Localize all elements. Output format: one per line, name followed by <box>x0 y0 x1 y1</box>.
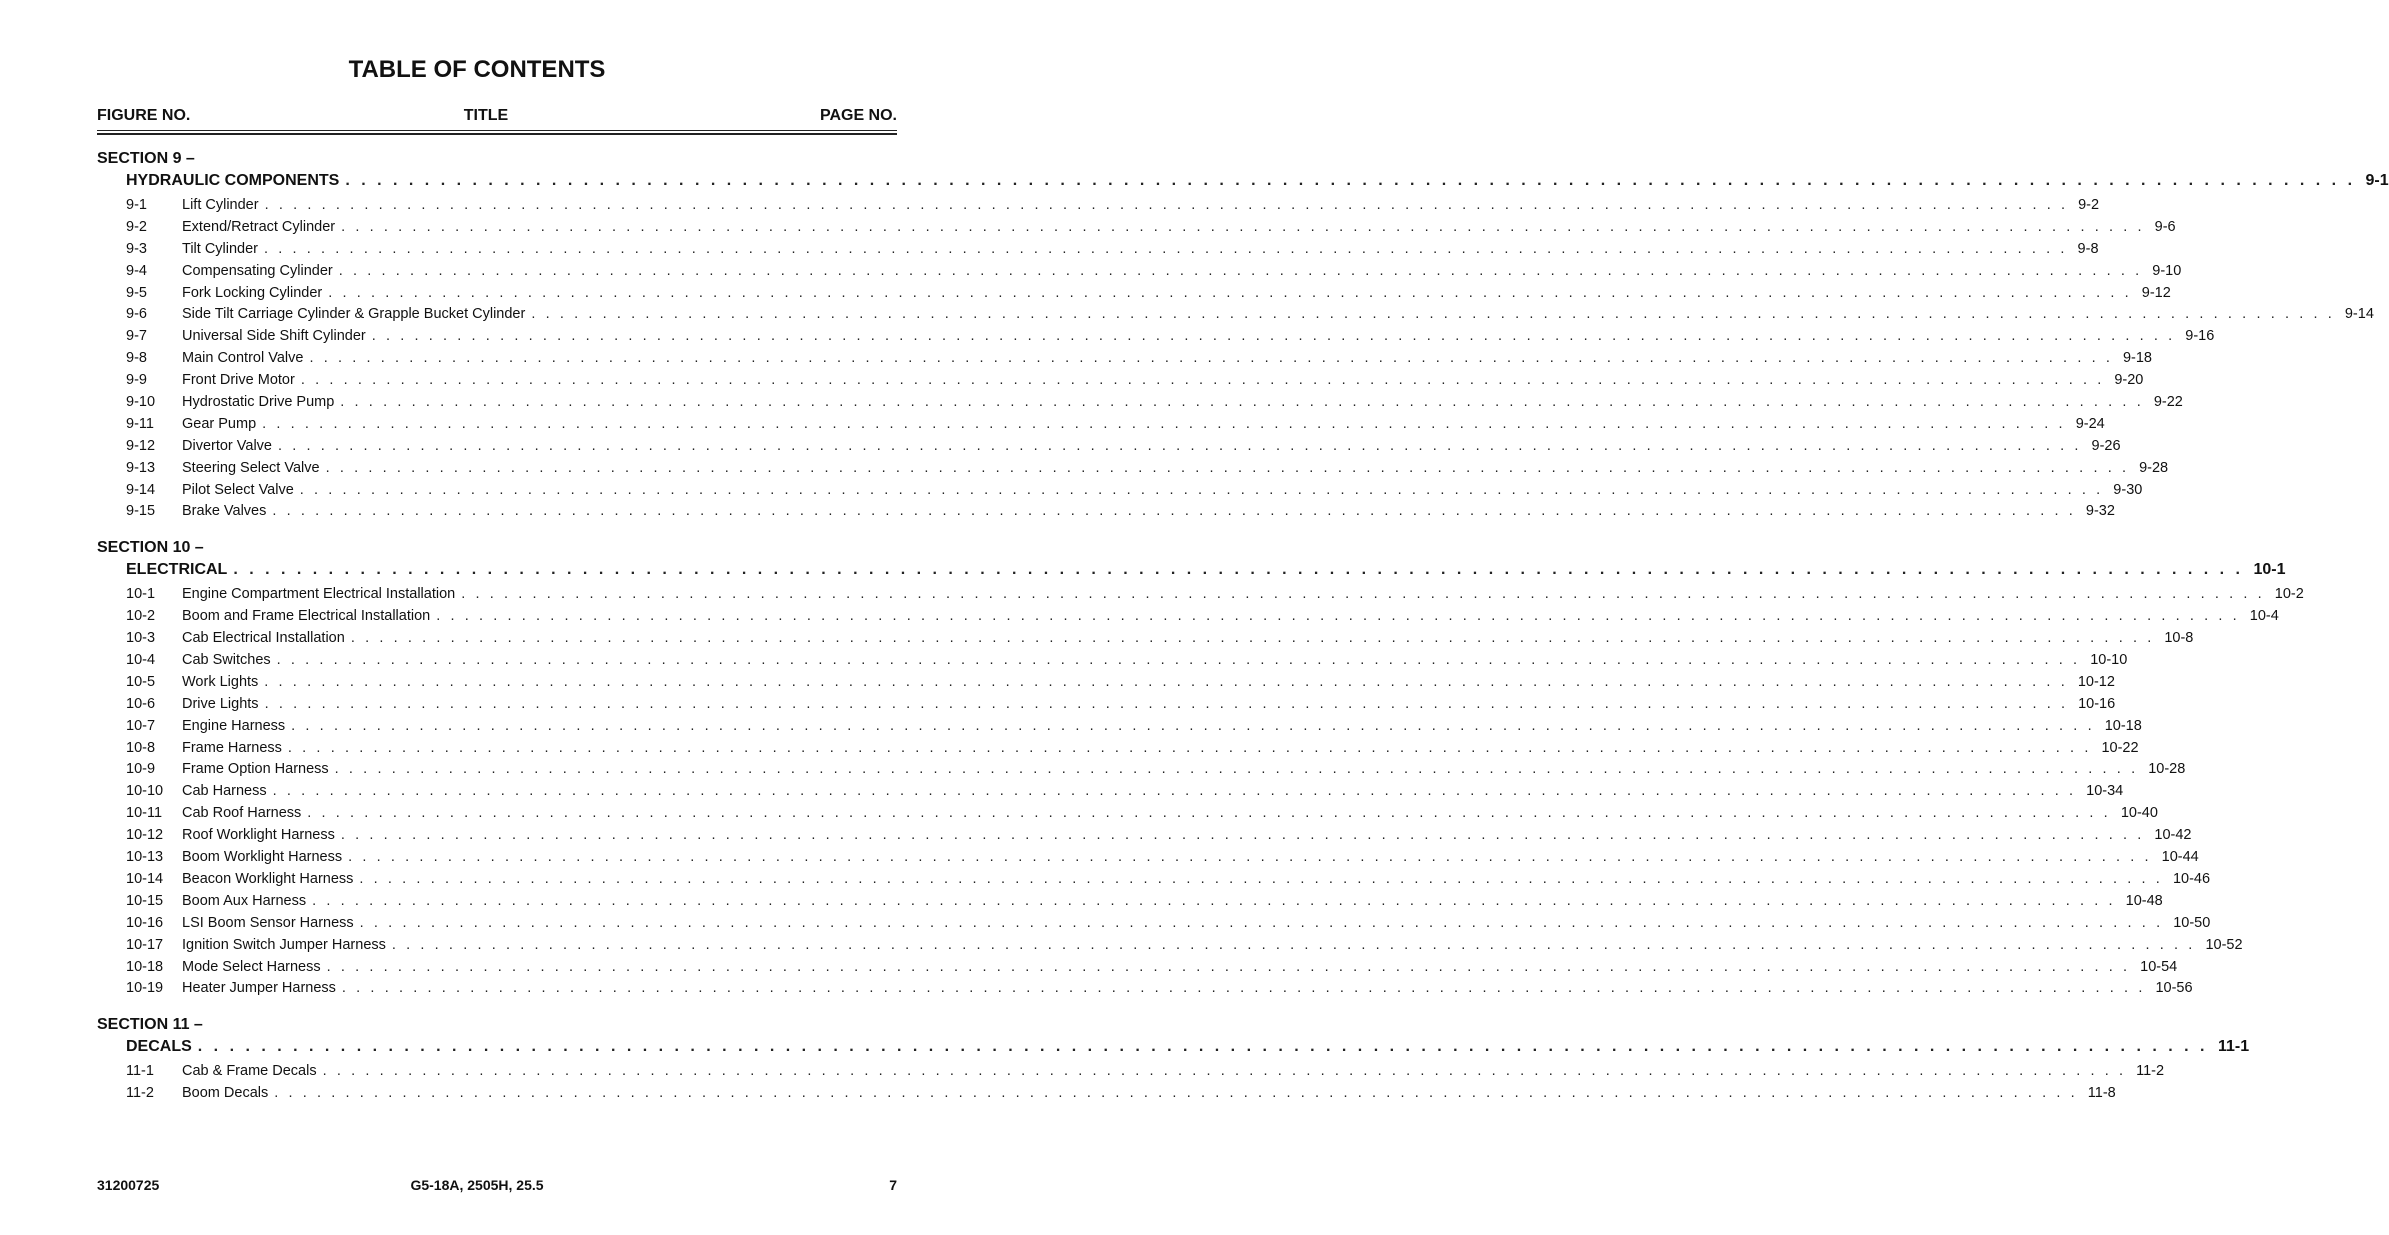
dot-leader: . . . . . . . . . . . . . . . . . . . . . . . . . . . . . . . . . . . . . . . . . . . . . . . . . . . . . . . . . . . . . . . . . . . . . . . . . . . . . . . . . . . . . . . . . . . . . . . . . . . . . . . . . . . . . . . . . . . . . . . . . . . . . . . <box>341 218 2145 235</box>
entry-title: Engine Compartment Electrical Installation <box>182 586 456 603</box>
toc-entry[interactable] <box>97 606 2279 628</box>
dot-leader: . . . . . . . . . . . . . . . . . . . . . . . . . . . . . . . . . . . . . . . . . . . . . . . . . . . . . . . . . . . . . . . . . . . . . . . . . . . . . . . . . . . . . . . . . . . . . . . . . . . . . . . . . . . . . . . . . . . . . . . . . . . . . . . <box>264 673 2068 690</box>
entry-title: Pilot Select Valve <box>182 481 294 498</box>
toc-entry[interactable] <box>97 694 2116 716</box>
figure-number: 10-1 <box>126 586 156 603</box>
page-number: 10-50 <box>2173 914 2211 931</box>
figure-number: 10-6 <box>126 695 156 712</box>
dot-leader: . . . . . . . . . . . . . . . . . . . . . . . . . . . . . . . . . . . . . . . . . . . . . . . . . . . . . . . . . . . . . . . . . . . . . . . . . . . . . . . . . . . . . . . . . . . . . . . . . . . . . . . . . . . . . . . . . . . . . . . . . . . . . . . <box>287 739 2092 756</box>
dot-leader: . . . . . . . . . . . . . . . . . . . . . . . . . . . . . . . . . . . . . . . . . . . . . . . . . . . . . . . . . . . . . . . . . . . . . . . . . . . . . . . . . . . . . . . . . . . . . . . . . . . . . . . . . . . . . . . . . . . . . . . . . . . . . . . <box>325 459 2130 476</box>
toc-entry[interactable] <box>97 326 2215 348</box>
entry-title: Lift Cylinder <box>182 197 259 213</box>
entry-title: Cab & Frame Decals <box>182 1063 317 1080</box>
toc-entry[interactable] <box>97 672 2115 694</box>
page-number: 9-2 <box>2078 197 2100 213</box>
page-number: 11-8 <box>2087 1085 2116 1102</box>
toc-entry[interactable] <box>97 458 2169 480</box>
toc-entry[interactable] <box>97 217 2176 239</box>
figure-number: 10-14 <box>126 870 164 887</box>
page-number: 9-8 <box>2077 240 2099 257</box>
page-number: 11-2 <box>2136 1063 2165 1080</box>
page-number: 10-22 <box>2101 739 2139 756</box>
toc-entry[interactable] <box>97 370 2144 392</box>
page-number: 10-40 <box>2120 805 2158 822</box>
figure-number: 9-6 <box>126 306 147 323</box>
toc-entry[interactable] <box>97 935 2243 957</box>
toc-entry[interactable] <box>97 738 2139 760</box>
figure-no-header: FIGURE NO. <box>97 107 191 124</box>
entry-title: Cab Switches <box>182 652 271 669</box>
section-label: SECTION 11 – <box>97 1016 203 1034</box>
figure-number: 10-19 <box>126 980 164 997</box>
figure-number: 10-15 <box>126 892 164 909</box>
dot-leader: . . . . . . . . . . . . . . . . . . . . . . . . . . . . . . . . . . . . . . . . . . . . . . . . . . . . . . . . . . . . . . . . . . . . . . . . . . . . . . . . . . . . . . . . . . . . . . . . . . . . . . . . . . . . . . . . . . . . . . . . . . . . . . . <box>359 870 2163 887</box>
page-number: 9-32 <box>2085 503 2115 520</box>
toc-entry[interactable] <box>97 716 2142 738</box>
entry-title: Boom and Frame Electrical Installation <box>182 608 431 625</box>
page-title: TABLE OF CONTENTS <box>348 56 606 83</box>
header-rule-thin <box>97 130 897 131</box>
dot-leader: . . . . . . . . . . . . . . . . . . . . . . . . . . . . . . . . . . . . . . . . . . . . . . . . . . . . . . . . . . . . . . . . . . . . . . . . . . . . . . . . . . . . . . . . . . . . . . . . . . . . . . . . . . . . . . . . . . . . . . . . . . . . . . . <box>277 437 2082 454</box>
dot-leader: . . . . . . . . . . . . . . . . . . . . . . . . . . . . . . . . . . . . . . . . . . . . . . . . . . . . . . . . . . . . . . . . . . . . . . . . . . . . . . . . . . . . . . . . . . . . . . . . . . . . . . . . . . . . . . . . . . . . . . . . . . . . . . . <box>197 1038 2208 1056</box>
figure-number: 10-18 <box>126 958 164 975</box>
page-number: 10-12 <box>2077 673 2115 690</box>
page-number: 9-10 <box>2152 262 2182 279</box>
toc-entry[interactable] <box>97 414 2105 436</box>
dot-leader: . . . . . . . . . . . . . . . . . . . . . . . . . . . . . . . . . . . . . . . . . . . . . . . . . . . . . . . . . . . . . . . . . . . . . . . . . . . . . . . . . . . . . . . . . . . . . . . . . . . . . . . . . . . . . . . . . . . . . . . . . . . . . . . <box>307 805 2111 822</box>
entry-title: Boom Worklight Harness <box>182 849 343 866</box>
entry-title: Cab Roof Harness <box>182 805 302 822</box>
figure-number: 10-7 <box>126 717 156 734</box>
toc-entry[interactable] <box>97 913 2211 935</box>
figure-number: 9-8 <box>126 350 147 367</box>
toc-entry[interactable] <box>97 261 2182 283</box>
figure-number: 10-4 <box>126 652 156 669</box>
page-number: 10-18 <box>2104 717 2142 734</box>
entry-title: Fork Locking Cylinder <box>182 284 323 301</box>
page-number: 9-16 <box>2185 328 2215 345</box>
entry-title: Universal Side Shift Cylinder <box>182 328 366 345</box>
toc-entry[interactable] <box>97 1083 2116 1105</box>
dot-leader: . . . . . . . . . . . . . . . . . . . . . . . . . . . . . . . . . . . . . . . . . . . . . . . . . . . . . . . . . . . . . . . . . . . . . . . . . . . . . . . . . . . . . . . . . . . . . . . . . . . . . . . . . . . . . . . . . . . . . . . . . . . . . . . <box>233 561 2244 579</box>
entry-title: Front Drive Motor <box>182 372 295 389</box>
page-number: 9-30 <box>2113 481 2143 498</box>
figure-number: 10-13 <box>126 849 164 866</box>
entry-title: Drive Lights <box>182 695 259 712</box>
figure-number: 9-2 <box>126 218 147 235</box>
page-number: 10-52 <box>2205 936 2243 953</box>
entry-title: Frame Option Harness <box>182 761 329 778</box>
page-number: 10-54 <box>2140 958 2178 975</box>
dot-leader: . . . . . . . . . . . . . . . . . . . . . . . . . . . . . . . . . . . . . . . . . . . . . . . . . . . . . . . . . . . . . . . . . . . . . . . . . . . . . . . . . . . . . . . . . . . . . . . . . . . . . . . . . . . . . . . . . . . . . . . . . . . . . . . <box>300 372 2105 389</box>
page-number: 10-34 <box>2086 783 2124 800</box>
page-number: 9-6 <box>2154 218 2176 235</box>
toc-entry[interactable] <box>97 239 2099 261</box>
dot-leader: . . . . . . . . . . . . . . . . . . . . . . . . . . . . . . . . . . . . . . . . . . . . . . . . . . . . . . . . . . . . . . . . . . . . . . . . . . . . . . . . . . . . . . . . . . . . . . . . . . . . . . . . . . . . . . . . . . . . . . . . . . . . . . . <box>338 262 2143 279</box>
toc-entry[interactable] <box>97 436 2121 458</box>
entry-title: Cab Harness <box>182 783 267 800</box>
dot-leader: . . . . . . . . . . . . . . . . . . . . . . . . . . . . . . . . . . . . . . . . . . . . . . . . . . . . . . . . . . . . . . . . . . . . . . . . . . . . . . . . . . . . . . . . . . . . . . . . . . . . . . . . . . . . . . . . . . . . . . . . . . . . . . . <box>371 328 2176 345</box>
toc-section <box>97 537 2304 1000</box>
section-page: 9-1 <box>2365 172 2389 189</box>
dot-leader: . . . . . . . . . . . . . . . . . . . . . . . . . . . . . . . . . . . . . . . . . . . . . . . . . . . . . . . . . . . . . . . . . . . . . . . . . . . . . . . . . . . . . . . . . . . . . . . . . . . . . . . . . . . . . . . . . . . . . . . . . . . . . . . <box>340 394 2144 411</box>
figure-number: 9-5 <box>126 284 147 301</box>
figure-number: 10-11 <box>126 805 163 822</box>
entry-title: Work Lights <box>182 673 259 690</box>
figure-number: 10-16 <box>126 914 164 931</box>
entry-title: Beacon Worklight Harness <box>182 870 354 887</box>
dot-leader: . . . . . . . . . . . . . . . . . . . . . . . . . . . . . . . . . . . . . . . . . . . . . . . . . . . . . . . . . . . . . . . . . . . . . . . . . . . . . . . . . . . . . . . . . . . . . . . . . . . . . . . . . . . . . . . . . . . . . . . . . . . . . . . <box>341 980 2146 997</box>
toc-entry[interactable] <box>97 978 2193 1000</box>
dot-leader: . . . . . . . . . . . . . . . . . . . . . . . . . . . . . . . . . . . . . . . . . . . . . . . . . . . . . . . . . . . . . . . . . . . . . . . . . . . . . . . . . . . . . . . . . . . . . . . . . . . . . . . . . . . . . . . . . . . . . . . . . . . . . . . <box>309 350 2113 367</box>
section-label: SECTION 9 – <box>97 150 195 167</box>
toc-entry[interactable] <box>97 392 2183 414</box>
dot-leader: . . . . . . . . . . . . . . . . . . . . . . . . . . . . . . . . . . . . . . . . . . . . . . . . . . . . . . . . . . . . . . . . . . . . . . . . . . . . . . . . . . . . . . . . . . . . . . . . . . . . . . . . . . . . . . . . . . . . . . . . . . . . . . . <box>291 717 2095 734</box>
page-number: 9-26 <box>2091 437 2121 454</box>
dot-leader: . . . . . . . . . . . . . . . . . . . . . . . . . . . . . . . . . . . . . . . . . . . . . . . . . . . . . . . . . . . . . . . . . . . . . . . . . . . . . . . . . . . . . . . . . . . . . . . . . . . . . . . . . . . . . . . . . . . . . . . . . . . . . . . <box>359 914 2164 931</box>
entry-title: Boom Decals <box>182 1085 269 1102</box>
section-name: HYDRAULIC COMPONENTS <box>126 172 340 189</box>
figure-number: 9-1 <box>126 197 147 213</box>
entry-title: Hydrostatic Drive Pump <box>182 394 335 411</box>
footer-models: G5-18A, 2505H, 25.5 <box>410 1177 544 1193</box>
toc-entry[interactable] <box>97 348 2152 370</box>
entry-title: Main Control Valve <box>182 350 304 367</box>
toc-entry[interactable] <box>97 847 2199 869</box>
toc-entry[interactable] <box>97 195 2100 217</box>
dot-leader: . . . . . . . . . . . . . . . . . . . . . . . . . . . . . . . . . . . . . . . . . . . . . . . . . . . . . . . . . . . . . . . . . . . . . . . . . . . . . . . . . . . . . . . . . . . . . . . . . . . . . . . . . . . . . . . . . . . . . . . . . . . . . . . <box>262 415 2066 432</box>
entry-title: Compensating Cylinder <box>182 262 333 279</box>
toc-entry[interactable] <box>97 869 2211 891</box>
entry-title: Steering Select Valve <box>182 459 320 476</box>
entry-title: Tilt Cylinder <box>182 240 259 257</box>
figure-number: 9-7 <box>126 328 147 345</box>
entry-title: LSI Boom Sensor Harness <box>182 914 354 931</box>
entry-title: Roof Worklight Harness <box>182 827 335 844</box>
page-number: 10-44 <box>2161 849 2199 866</box>
toc-entry[interactable] <box>97 957 2178 979</box>
entry-title: Frame Harness <box>182 739 282 756</box>
page-number: 9-22 <box>2153 394 2183 411</box>
section-name: DECALS <box>126 1038 192 1056</box>
entry-title: Engine Harness <box>182 717 286 734</box>
entry-title: Heater Jumper Harness <box>182 980 336 997</box>
figure-number: 10-17 <box>126 936 164 953</box>
page-number: 9-12 <box>2141 284 2171 301</box>
page-number: 9-28 <box>2139 459 2169 476</box>
dot-leader: . . . . . . . . . . . . . . . . . . . . . . . . . . . . . . . . . . . . . . . . . . . . . . . . . . . . . . . . . . . . . . . . . . . . . . . . . . . . . . . . . . . . . . . . . . . . . . . . . . . . . . . . . . . . . . . . . . . . . . . . . . . . . . . <box>391 936 2196 953</box>
toc-entry[interactable] <box>97 584 2304 606</box>
page-number: 10-46 <box>2172 870 2211 887</box>
page-number: 10-42 <box>2154 827 2192 844</box>
toc-entry[interactable] <box>97 480 2143 502</box>
dot-leader: . . . . . . . . . . . . . . . . . . . . . . . . . . . . . . . . . . . . . . . . . . . . . . . . . . . . . . . . . . . . . . . . . . . . . . . . . . . . . . . . . . . . . . . . . . . . . . . . . . . . . . . . . . . . . . . . . . . . . . . . . . . . . . . <box>326 958 2131 975</box>
page-number: 10-4 <box>2249 608 2279 625</box>
dot-leader: . . . . . . . . . . . . . . . . . . . . . . . . . . . . . . . . . . . . . . . . . . . . . . . . . . . . . . . . . . . . . . . . . . . . . . . . . . . . . . . . . . . . . . . . . . . . . . . . . . . . . . . . . . . . . . . . . . . . . . . . . . . . . . . <box>272 503 2076 520</box>
toc-entry[interactable] <box>97 759 2186 781</box>
section-page: 11-1 <box>2217 1038 2250 1056</box>
page-number: 10-10 <box>2090 652 2128 669</box>
header-rule-thick <box>97 133 897 135</box>
section-label: SECTION 10 – <box>97 539 204 557</box>
toc-section <box>97 148 2389 523</box>
figure-number: 11-1 <box>126 1063 154 1080</box>
page-number: 10-28 <box>2148 761 2186 778</box>
figure-number: 9-11 <box>126 415 154 432</box>
entry-title: Mode Select Harness <box>182 958 321 975</box>
entry-title: Gear Pump <box>182 415 257 432</box>
page-number: 10-16 <box>2078 695 2116 712</box>
section-heading[interactable] <box>97 1036 2250 1058</box>
page-number: 9-14 <box>2344 306 2374 323</box>
figure-number: 9-12 <box>126 437 156 454</box>
page-number: 10-2 <box>2274 586 2304 603</box>
toc-entry[interactable] <box>97 283 2171 305</box>
section-heading[interactable] <box>97 559 2286 581</box>
figure-number: 11-2 <box>126 1085 154 1102</box>
toc-section <box>97 1014 2250 1105</box>
toc-entry[interactable] <box>97 304 2374 326</box>
toc-entry[interactable] <box>97 825 2192 847</box>
figure-number: 9-10 <box>126 394 156 411</box>
dot-leader: . . . . . . . . . . . . . . . . . . . . . . . . . . . . . . . . . . . . . . . . . . . . . . . . . . . . . . . . . . . . . . . . . . . . . . . . . . . . . . . . . . . . . . . . . . . . . . . . . . . . . . . . . . . . . . . . . . . . . . . . . . . . . . . <box>264 197 2069 213</box>
footer-page-number: 7 <box>889 1177 897 1193</box>
dot-leader: . . . . . . . . . . . . . . . . . . . . . . . . . . . . . . . . . . . . . . . . . . . . . . . . . . . . . . . . . . . . . . . . . . . . . . . . . . . . . . . . . . . . . . . . . . . . . . . . . . . . . . . . . . . . . . . . . . . . . . . . . . . . . . . <box>322 1063 2127 1080</box>
figure-number: 9-3 <box>126 240 147 257</box>
dot-leader: . . . . . . . . . . . . . . . . . . . . . . . . . . . . . . . . . . . . . . . . . . . . . . . . . . . . . . . . . . . . . . . . . . . . . . . . . . . . . . . . . . . . . . . . . . . . . . . . . . . . . . . . . . . . . . . . . . . . . . . . . . . . . . . <box>312 892 2116 909</box>
toc-entry[interactable] <box>97 650 2128 672</box>
figure-number: 10-5 <box>126 673 156 690</box>
figure-number: 10-3 <box>126 630 156 647</box>
entry-title: Side Tilt Carriage Cylinder & Grapple Bucket Cylinder <box>182 306 526 323</box>
dot-leader: . . . . . . . . . . . . . . . . . . . . . . . . . . . . . . . . . . . . . . . . . . . . . . . . . . . . . . . . . . . . . . . . . . . . . . . . . . . . . . . . . . . . . . . . . . . . . . . . . . . . . . . . . . . . . . . . . . . . . . . . . . . . . . . <box>340 827 2145 844</box>
toc-entry[interactable] <box>97 628 2194 650</box>
entry-title: Cab Electrical Installation <box>182 630 345 647</box>
figure-number: 10-2 <box>126 608 156 625</box>
entry-title: Brake Valves <box>182 503 267 520</box>
toc-entry[interactable] <box>97 803 2158 825</box>
page-no-header: PAGE NO. <box>819 107 897 124</box>
page-number: 9-18 <box>2122 350 2152 367</box>
dot-leader: . . . . . . . . . . . . . . . . . . . . . . . . . . . . . . . . . . . . . . . . . . . . . . . . . . . . . . . . . . . . . . . . . . . . . . . . . . . . . . . . . . . . . . . . . . . . . . . . . . . . . . . . . . . . . . . . . . . . . . . . . . . . . . . <box>531 306 2335 323</box>
figure-number: 10-9 <box>126 761 156 778</box>
figure-number: 10-8 <box>126 739 156 756</box>
page-number: 10-56 <box>2155 980 2193 997</box>
toc-entry[interactable] <box>97 1061 2165 1083</box>
dot-leader: . . . . . . . . . . . . . . . . . . . . . . . . . . . . . . . . . . . . . . . . . . . . . . . . . . . . . . . . . . . . . . . . . . . . . . . . . . . . . . . . . . . . . . . . . . . . . . . . . . . . . . . . . . . . . . . . . . . . . . . . . . . . . . . <box>350 630 2155 647</box>
toc-entry[interactable] <box>97 781 2124 803</box>
page-number: 9-20 <box>2114 372 2144 389</box>
dot-leader: . . . . . . . . . . . . . . . . . . . . . . . . . . . . . . . . . . . . . . . . . . . . . . . . . . . . . . . . . . . . . . . . . . . . . . . . . . . . . . . . . . . . . . . . . . . . . . . . . . . . . . . . . . . . . . . . . . . . . . . . . . . . . . . <box>328 284 2132 301</box>
figure-number: 9-14 <box>126 481 156 498</box>
entry-title: Divertor Valve <box>182 437 272 454</box>
toc-entry[interactable] <box>97 501 2115 523</box>
section-name: ELECTRICAL <box>126 561 228 579</box>
dot-leader: . . . . . . . . . . . . . . . . . . . . . . . . . . . . . . . . . . . . . . . . . . . . . . . . . . . . . . . . . . . . . . . . . . . . . . . . . . . . . . . . . . . . . . . . . . . . . . . . . . . . . . . . . . . . . . . . . . . . . . . . . . . . . . . <box>264 695 2069 712</box>
dot-leader: . . . . . . . . . . . . . . . . . . . . . . . . . . . . . . . . . . . . . . . . . . . . . . . . . . . . . . . . . . . . . . . . . . . . . . . . . . . . . . . . . . . . . . . . . . . . . . . . . . . . . . . . . . . . . . . . . . . . . . . . . . . . . . . <box>299 481 2104 498</box>
dot-leader: . . . . . . . . . . . . . . . . . . . . . . . . . . . . . . . . . . . . . . . . . . . . . . . . . . . . . . . . . . . . . . . . . . . . . . . . . . . . . . . . . . . . . . . . . . . . . . . . . . . . . . . . . . . . . . . . . . . . . . . . . . . . . . . <box>348 849 2152 866</box>
figure-number: 9-9 <box>126 372 147 389</box>
section-page: 10-1 <box>2253 561 2286 579</box>
dot-leader: . . . . . . . . . . . . . . . . . . . . . . . . . . . . . . . . . . . . . . . . . . . . . . . . . . . . . . . . . . . . . . . . . . . . . . . . . . . . . . . . . . . . . . . . . . . . . . . . . . . . . . . . . . . . . . . . . . . . . . . . . . . . . . . <box>272 783 2077 800</box>
page-number: 9-24 <box>2075 415 2105 432</box>
footer-doc-number: 31200725 <box>97 1177 160 1193</box>
toc-list <box>97 148 2389 1119</box>
page-number: 10-8 <box>2164 630 2194 647</box>
dot-leader: . . . . . . . . . . . . . . . . . . . . . . . . . . . . . . . . . . . . . . . . . . . . . . . . . . . . . . . . . . . . . . . . . . . . . . . . . . . . . . . . . . . . . . . . . . . . . . . . . . . . . . . . . . . . . . . . . . . . . . . . . . . . . . . <box>461 586 2265 603</box>
page-number: 10-48 <box>2125 892 2163 909</box>
dot-leader: . . . . . . . . . . . . . . . . . . . . . . . . . . . . . . . . . . . . . . . . . . . . . . . . . . . . . . . . . . . . . . . . . . . . . . . . . . . . . . . . . . . . . . . . . . . . . . . . . . . . . . . . . . . . . . . . . . . . . . . . . . . . . . . <box>436 608 2240 625</box>
section-heading[interactable] <box>97 170 2389 192</box>
figure-number: 9-13 <box>126 459 156 476</box>
title-header: TITLE <box>463 107 509 124</box>
dot-leader: . . . . . . . . . . . . . . . . . . . . . . . . . . . . . . . . . . . . . . . . . . . . . . . . . . . . . . . . . . . . . . . . . . . . . . . . . . . . . . . . . . . . . . . . . . . . . . . . . . . . . . . . . . . . . . . . . . . . . . . . . . . . . . . <box>274 1085 2078 1102</box>
figure-number: 10-10 <box>126 783 164 800</box>
dot-leader: . . . . . . . . . . . . . . . . . . . . . . . . . . . . . . . . . . . . . . . . . . . . . . . . . . . . . . . . . . . . . . . . . . . . . . . . . . . . . . . . . . . . . . . . . . . . . . . . . . . . . . . . . . . . . . . . . . . . . . . . . . . . . . . <box>345 172 2356 189</box>
figure-number: 9-4 <box>126 262 147 279</box>
figure-number: 9-15 <box>126 503 156 520</box>
dot-leader: . . . . . . . . . . . . . . . . . . . . . . . . . . . . . . . . . . . . . . . . . . . . . . . . . . . . . . . . . . . . . . . . . . . . . . . . . . . . . . . . . . . . . . . . . . . . . . . . . . . . . . . . . . . . . . . . . . . . . . . . . . . . . . . <box>264 240 2068 257</box>
entry-title: Ignition Switch Jumper Harness <box>182 936 386 953</box>
entry-title: Extend/Retract Cylinder <box>182 218 336 235</box>
toc-entry[interactable] <box>97 891 2163 913</box>
figure-number: 10-12 <box>126 827 164 844</box>
entry-title: Boom Aux Harness <box>182 892 307 909</box>
dot-leader: . . . . . . . . . . . . . . . . . . . . . . . . . . . . . . . . . . . . . . . . . . . . . . . . . . . . . . . . . . . . . . . . . . . . . . . . . . . . . . . . . . . . . . . . . . . . . . . . . . . . . . . . . . . . . . . . . . . . . . . . . . . . . . . <box>276 652 2081 669</box>
dot-leader: . . . . . . . . . . . . . . . . . . . . . . . . . . . . . . . . . . . . . . . . . . . . . . . . . . . . . . . . . . . . . . . . . . . . . . . . . . . . . . . . . . . . . . . . . . . . . . . . . . . . . . . . . . . . . . . . . . . . . . . . . . . . . . . <box>334 761 2139 778</box>
